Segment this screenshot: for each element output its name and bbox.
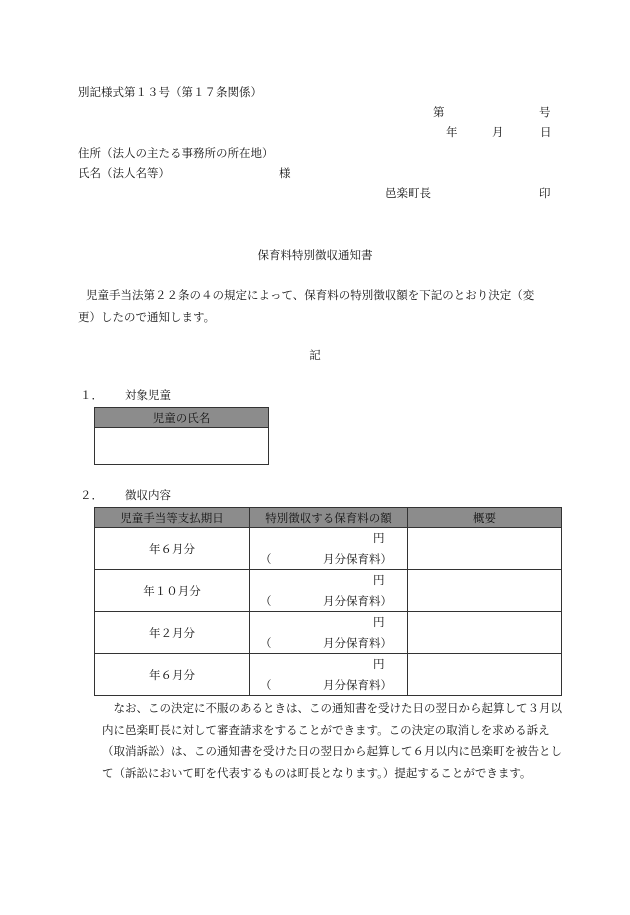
date-day: 日 (540, 125, 552, 139)
period-label: 年１０月分 (143, 583, 201, 598)
summary-cell[interactable] (408, 528, 562, 570)
col-summary: 概要 (408, 508, 562, 528)
intro-line-1: 児童手当法第２２条の４の規定によって、保育料の特別徴収額を下記のとおり決定（変 (86, 288, 535, 302)
period-cell (95, 528, 250, 570)
section2-number: ２． (80, 488, 103, 502)
paren-open: （ (260, 636, 272, 650)
collection-header-row (95, 508, 562, 528)
number-prefix: 第 (433, 105, 445, 119)
name-label: 氏名（法人名等） (78, 166, 170, 180)
table-row (95, 570, 562, 612)
summary-cell[interactable] (408, 654, 562, 696)
col-payment-date: 児童手当等支払期日 (95, 508, 250, 528)
child-table (94, 407, 269, 465)
period-label: 年６月分 (149, 541, 195, 556)
ki-label: 記 (309, 348, 321, 362)
period-label: 年２月分 (149, 625, 195, 640)
paren-open: （ (260, 594, 272, 608)
table-row (95, 528, 562, 570)
period-cell (95, 570, 250, 612)
paren-open: （ (260, 552, 272, 566)
month-fee-label: 月分保育料） (323, 636, 392, 650)
period-cell (95, 654, 250, 696)
summary-cell[interactable] (408, 612, 562, 654)
child-name-header: 児童の氏名 (95, 408, 269, 428)
date-year: 年 (446, 125, 458, 139)
month-fee-label: 月分保育料） (323, 594, 392, 608)
collection-table (94, 507, 562, 696)
amount-cell[interactable] (250, 528, 408, 570)
form-label: 別記様式第１３号（第１７条関係） (78, 85, 262, 99)
section1-number: １． (80, 388, 103, 402)
issuer: 邑楽町長 (385, 186, 431, 200)
month-fee-label: 月分保育料） (323, 678, 392, 692)
address-label: 住所（法人の主たる事務所の所在地） (78, 146, 274, 160)
yen-unit: 円 (373, 573, 385, 587)
yen-unit: 円 (373, 531, 385, 545)
seal-mark: 印 (539, 186, 551, 200)
period-label: 年６月分 (149, 667, 195, 682)
child-name-cell[interactable] (95, 428, 269, 465)
month-fee-label: 月分保育料） (323, 552, 392, 566)
period-cell (95, 612, 250, 654)
yen-unit: 円 (373, 615, 385, 629)
amount-cell[interactable] (250, 570, 408, 612)
appeal-notice: なお、この決定に不服のあるときは、この通知書を受けた日の翌日から起算して３月以内に邑楽町長に対して審査請求をすることができます。この決定の取消しを求める訴え（取消訴訟）は、この通知書を受けた日の翌日から起算して６月以内に邑楽町を被告として（訴訟において町を代表するものは町長となります。）提起することができます。 (102, 701, 562, 780)
honorific: 様 (279, 166, 291, 180)
table-row (95, 654, 562, 696)
section2-heading: 徴収内容 (125, 488, 171, 502)
yen-unit: 円 (373, 657, 385, 671)
intro-line-2: 更）したので通知します。 (78, 310, 216, 324)
summary-cell[interactable] (408, 570, 562, 612)
number-suffix: 号 (539, 105, 551, 119)
date-month: 月 (492, 125, 504, 139)
col-fee-amount: 特別徴収する保育料の額 (250, 508, 408, 528)
table-row (95, 612, 562, 654)
paren-open: （ (260, 678, 272, 692)
amount-cell[interactable] (250, 654, 408, 696)
document-title: 保育料特別徴収通知書 (257, 248, 373, 262)
amount-cell[interactable] (250, 612, 408, 654)
section1-heading: 対象児童 (125, 388, 171, 402)
